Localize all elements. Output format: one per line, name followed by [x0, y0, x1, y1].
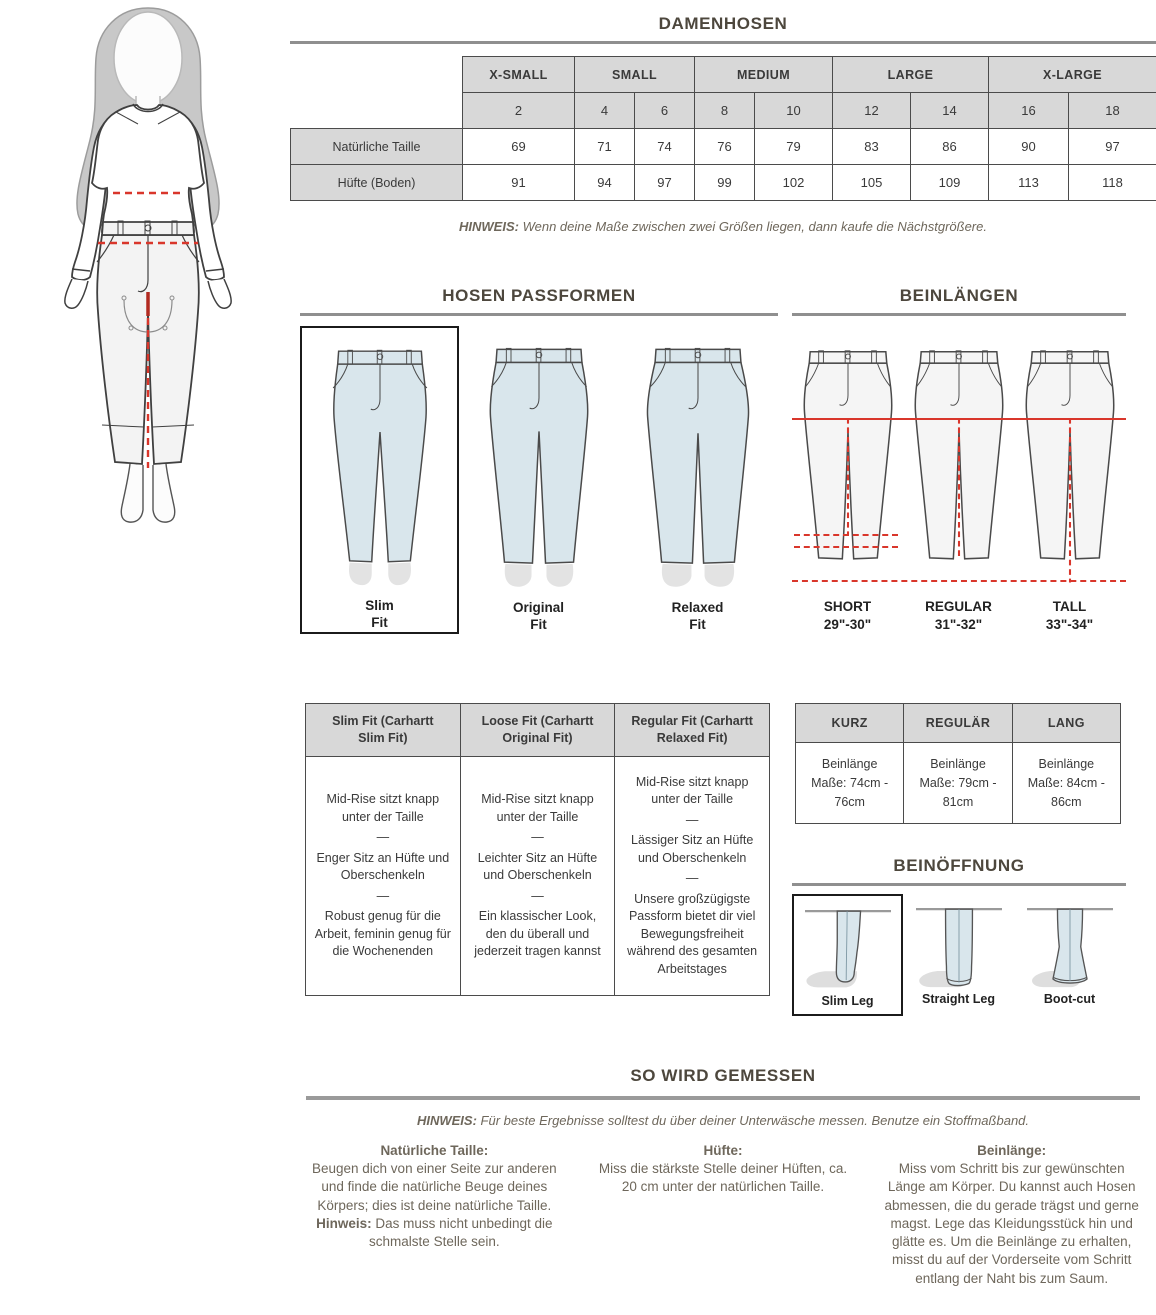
fit-option-relaxed[interactable]: [618, 326, 777, 634]
hip-value: 113: [989, 165, 1069, 201]
inseam-start-line: [792, 418, 1126, 420]
measuring-column-waist: [290, 1142, 579, 1288]
fit-label-line2: Fit: [530, 616, 547, 632]
measuring-note-label: HINWEIS:: [416, 1113, 477, 1128]
boot-cut-illustration: [1016, 902, 1124, 988]
size-chart-title: DAMENHOSEN: [658, 14, 788, 33]
leg-length-header-kurz: KURZ: [796, 704, 904, 743]
row-label-hip: Hüfte (Boden): [291, 165, 463, 201]
leg-opening-label: Straight Leg: [922, 992, 995, 1006]
pant-fits-title: HOSEN PASSFORMEN: [442, 286, 636, 305]
leg-length-header-regulaer: REGULÄR: [904, 704, 1012, 743]
measuring-divider: [306, 1096, 1140, 1100]
table-row: [291, 129, 1156, 165]
fit-desc-header-slim: Slim Fit (Carhartt Slim Fit): [306, 704, 461, 757]
woman-figure-illustration: [18, 0, 280, 560]
leg-opening-option-straight[interactable]: [903, 894, 1014, 1016]
measuring-section: [290, 1066, 1156, 1288]
hip-value: 94: [575, 165, 635, 201]
leg-lengths-illustration: [792, 322, 1126, 598]
fit-desc-line: Mid-Rise sitzt knapp unter der Taille: [481, 792, 594, 824]
numeric-size: 2: [463, 93, 575, 129]
fit-label: [672, 600, 724, 634]
fit-desc-line: Lässiger Sitz an Hüfte und Oberschenkeln: [631, 833, 754, 865]
size-group-xlarge: X-LARGE: [989, 57, 1156, 93]
fit-desc-line: Enger Sitz an Hüfte und Oberschenkeln: [316, 850, 450, 883]
measuring-column-leglength: [867, 1142, 1156, 1288]
measuring-heading: Natürliche Taille:: [380, 1143, 489, 1158]
measuring-text: Miss die stärkste Stelle deiner Hüften, ca. 20 cm unter der natürlichen Taille.: [598, 1161, 848, 1195]
leg-length-header-lang: LANG: [1012, 704, 1120, 743]
waist-value: 83: [833, 129, 911, 165]
short-length-line-2: [794, 546, 898, 548]
fit-desc-separator: —: [376, 830, 390, 845]
hip-value: 102: [755, 165, 833, 201]
size-chart-divider: [290, 41, 1156, 44]
tall-pants-illustration: [1018, 344, 1122, 594]
fit-desc-line: Unsere großzügigste Passform bietet dir viel Bewegungsfreiheit während des gesamten Arbeitstages: [627, 891, 758, 976]
fit-desc-line: Mid-Rise sitzt knapp unter der Taille: [326, 792, 440, 824]
fit-desc-body-slim: [306, 756, 461, 996]
pant-fits-section: [300, 286, 778, 634]
fit-label: [365, 598, 394, 632]
fit-label-line2: Fit: [689, 616, 706, 632]
leg-opening-divider: [792, 883, 1126, 886]
fit-desc-line: Leichter Sitz an Hüfte und Oberschenkeln: [477, 850, 598, 883]
size-group-small: SMALL: [575, 57, 695, 93]
tall-length-line: [792, 580, 1126, 582]
waist-value: 74: [635, 129, 695, 165]
row-label-waist: Natürliche Taille: [291, 129, 463, 165]
size-group-large: LARGE: [833, 57, 989, 93]
note-label: HINWEIS:: [459, 219, 519, 234]
measuring-inline-label: Hinweis:: [316, 1215, 372, 1231]
leg-length-body-kurz: Beinlänge Maße: 74cm - 76cm: [796, 743, 904, 824]
leg-length-range: 31"-32": [934, 616, 983, 632]
fit-desc-body-loose: [460, 756, 615, 996]
fit-desc-separator: —: [376, 888, 390, 903]
table-corner: [291, 57, 463, 93]
fit-desc-line: Ein klassischer Look, den du überall und jederzeit tragen kannst: [474, 909, 601, 959]
fit-label-line2: Fit: [371, 615, 388, 631]
fit-desc-separator: —: [531, 888, 544, 903]
fit-desc-separator: —: [531, 830, 544, 845]
waist-value: 90: [989, 129, 1069, 165]
measuring-text: Beugen dich von einer Seite zur anderen und finde die natürliche Beuge deines Körpers; dies ist deine natürliche Taille.: [312, 1161, 557, 1213]
leg-opening-option-slim[interactable]: [792, 894, 903, 1016]
leg-length-body-lang: Beinlänge Maße: 84cm - 86cm: [1012, 743, 1120, 824]
numeric-size: 18: [1069, 93, 1156, 129]
fit-label: [513, 600, 564, 634]
leg-length-body-regulaer: Beinlänge Maße: 79cm - 81cm: [904, 743, 1012, 824]
table-corner: [291, 93, 463, 129]
waist-value: 76: [695, 129, 755, 165]
leg-length-range: 29"-30": [823, 616, 872, 632]
waist-value: 86: [911, 129, 989, 165]
woman-figure-svg: [18, 0, 280, 560]
size-group-xsmall: X-SMALL: [463, 57, 575, 93]
leg-length-label: SHORT: [823, 599, 872, 614]
fit-label-line1: Relaxed: [671, 600, 724, 615]
size-note: [290, 219, 1156, 234]
waist-value: 71: [575, 129, 635, 165]
original-fit-pants-illustration: [476, 340, 602, 592]
waist-value: 79: [755, 129, 833, 165]
fit-desc-line: Mid-Rise sitzt knapp unter der Taille: [635, 774, 749, 807]
leg-length-option-tall: [1014, 598, 1125, 633]
measuring-title: SO WIRD GEMESSEN: [630, 1066, 816, 1085]
leg-length-range: 33"-34": [1045, 616, 1094, 632]
table-row: [291, 165, 1156, 201]
hip-value: 118: [1069, 165, 1156, 201]
leg-lengths-title: BEINLÄNGEN: [899, 286, 1019, 305]
fit-desc-body-regular: [615, 756, 770, 996]
leg-opening-section: [792, 856, 1126, 1016]
fit-label-line1: Slim: [365, 598, 394, 614]
slim-leg-illustration: [794, 904, 902, 990]
fit-label-line1: Original: [512, 600, 564, 615]
leg-length-label: REGULAR: [925, 599, 992, 614]
numeric-size: 8: [695, 93, 755, 129]
numeric-size: 4: [575, 93, 635, 129]
measuring-column-hip: [579, 1142, 868, 1288]
hip-value: 99: [695, 165, 755, 201]
measuring-heading: Beinlänge:: [977, 1143, 1047, 1158]
measuring-heading: Hüfte:: [703, 1143, 743, 1158]
leg-opening-option-bootcut[interactable]: [1014, 894, 1125, 1016]
numeric-size: 16: [989, 93, 1069, 129]
measuring-text: Das muss nicht unbedingt die schmalste Stelle sein.: [369, 1215, 553, 1250]
size-chart-table: [290, 56, 1156, 201]
fit-description-table: [305, 703, 770, 996]
leg-opening-label: Slim Leg: [821, 994, 874, 1008]
hip-value: 109: [911, 165, 989, 201]
fit-desc-header-regular: Regular Fit (Carhartt Relaxed Fit): [615, 704, 770, 757]
waist-value: 69: [463, 129, 575, 165]
measuring-note-text: Für beste Ergebnisse solltest du über deiner Unterwäsche messen. Benutze ein Stoffmaßband.: [480, 1113, 1030, 1128]
fit-desc-separator: —: [685, 871, 699, 886]
leg-opening-title: BEINÖFFNUNG: [893, 856, 1025, 875]
short-length-line: [794, 534, 898, 536]
leg-length-option-regular: [903, 598, 1014, 633]
leg-opening-label: Boot-cut: [1043, 992, 1096, 1006]
measuring-note: [290, 1113, 1156, 1128]
regular-pants-illustration: [907, 344, 1011, 594]
leg-length-option-short: [792, 598, 903, 633]
short-pants-illustration: [796, 344, 900, 594]
numeric-size: 14: [911, 93, 989, 129]
leg-length-label: TALL: [1052, 599, 1087, 614]
fit-desc-header-loose: Loose Fit (Carhartt Original Fit): [460, 704, 615, 757]
leg-length-table: [795, 703, 1121, 824]
relaxed-fit-pants-illustration: [635, 340, 761, 592]
size-group-medium: MEDIUM: [695, 57, 833, 93]
leg-lengths-section: [792, 286, 1126, 633]
measuring-text: Miss vom Schritt bis zur gewünschten Länge am Körper. Du kannst auch Hosen abmessen, die du gerade trägst und gerne magst. Lege das Kleidungsstück hin und glätte es. Um die Beinlänge zu erhalten, misst du auf der Vorderseite vom Schritt entlang der Naht bis zum Saum.: [884, 1161, 1139, 1286]
leg-lengths-divider: [792, 313, 1126, 316]
waist-value: 97: [1069, 129, 1156, 165]
slim-fit-pants-illustration: [317, 342, 443, 590]
fit-option-slim[interactable]: [300, 326, 459, 634]
fit-desc-line: Robust genug für die Arbeit, feminin genug für die Wochenenden: [314, 909, 451, 959]
numeric-size: 10: [755, 93, 833, 129]
straight-leg-illustration: [905, 902, 1013, 988]
fit-desc-separator: —: [685, 812, 699, 827]
note-text: Wenn deine Maße zwischen zwei Größen liegen, dann kaufe die Nächstgrößere.: [522, 219, 987, 234]
numeric-size: 12: [833, 93, 911, 129]
numeric-size: 6: [635, 93, 695, 129]
hip-value: 97: [635, 165, 695, 201]
fit-option-original[interactable]: [459, 326, 618, 634]
pant-fits-divider: [300, 313, 778, 316]
hip-value: 91: [463, 165, 575, 201]
size-chart-section: [290, 14, 1156, 201]
hip-value: 105: [833, 165, 911, 201]
